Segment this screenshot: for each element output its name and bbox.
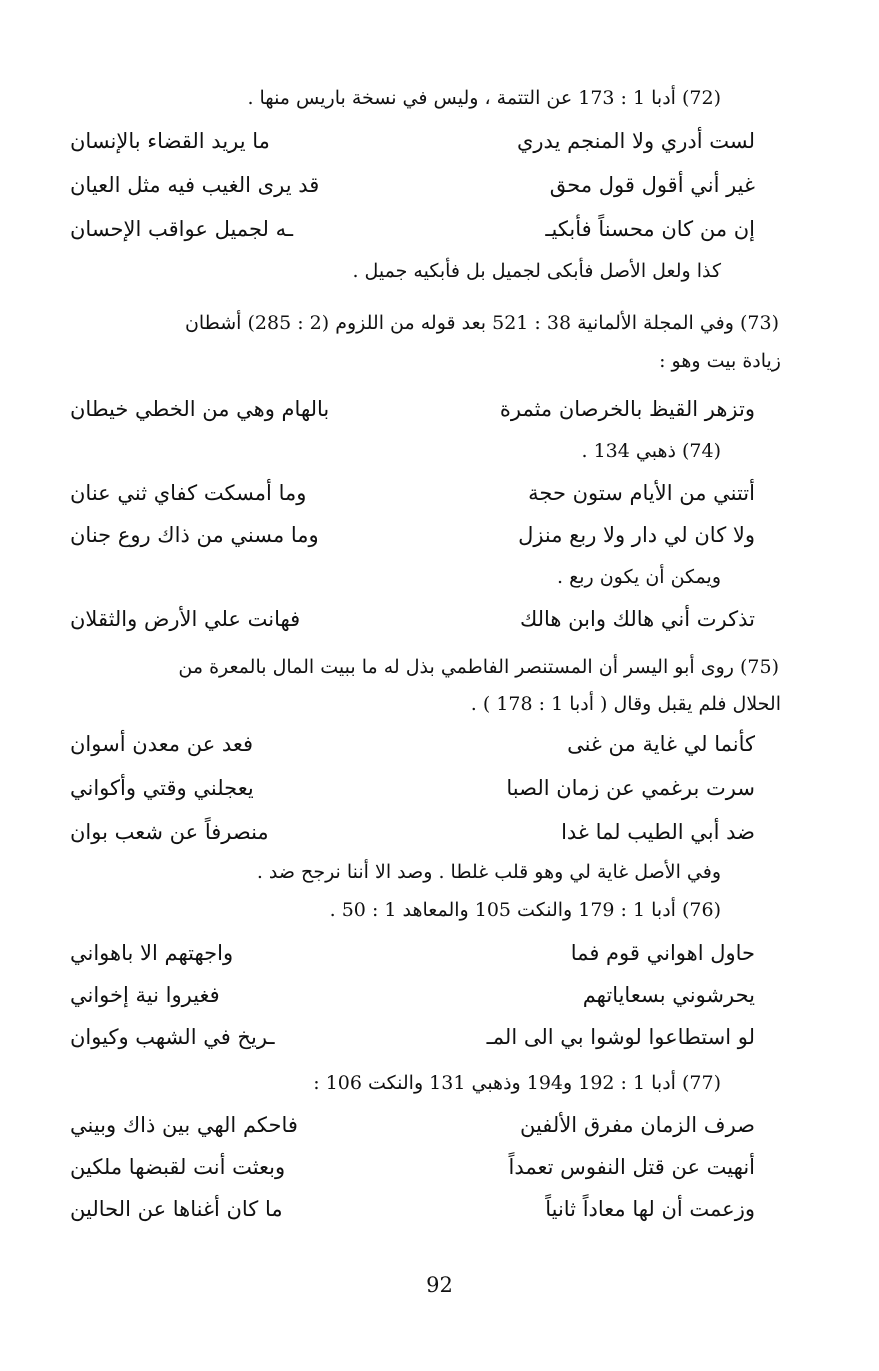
verse-hemistich-first: صرف الزمان مفرق الألفين: [519, 1113, 755, 1137]
prose-line: زيادة بيت وهو :: [659, 350, 781, 372]
verse-hemistich-first: يحرشوني بسعاياتهم: [582, 983, 755, 1007]
verse-hemistich-second: منصرفاً عن شعب بوان: [70, 820, 269, 844]
prose-line: (77) أدبا 1 : 192 و194 وذهبي 131 والنكت 106 :: [313, 1072, 721, 1094]
verse-hemistich-second: فاحكم الهي بين ذاك وبيني: [70, 1113, 298, 1137]
verse-hemistich-first: أنهيت عن قتل النفوس تعمداً: [508, 1155, 755, 1179]
verse-hemistich-second: ـه لجميل عواقب الإحسان: [70, 217, 293, 241]
verse-hemistich-second: يعجلني وقتي وأكواني: [70, 776, 254, 800]
verse-hemistich-second: ما كان أغناها عن الحالين: [70, 1197, 283, 1221]
prose-line: (76) أدبا 1 : 179 والنكت 105 والمعاهد 1 : 50 .: [329, 899, 721, 921]
verse-hemistich-second: وبعثت أنت لقبضها ملكين: [70, 1155, 286, 1179]
verse-hemistich-first: أتتني من الأيام ستون حجة: [528, 481, 755, 505]
verse-hemistich-first: وزعمت أن لها معاداً ثانياً: [545, 1197, 755, 1221]
prose-line: (74) ذهبي 134 .: [581, 440, 721, 462]
prose-line: وفي الأصل غاية لي وهو قلب غلطا . وصد الا أننا نرجح ضد .: [256, 861, 721, 883]
verse-hemistich-first: سرت برغمي عن زمان الصبا: [506, 776, 755, 800]
prose-line: كذا ولعل الأصل فأبكى لجميل بل فأبكيه جميل .: [352, 260, 721, 282]
verse-hemistich-second: وما أمسكت كفاي ثني عنان: [70, 481, 307, 505]
verse-hemistich-second: فعد عن معدن أسوان: [70, 732, 254, 756]
verse-hemistich-first: لست أدري ولا المنجم يدري: [516, 129, 755, 153]
prose-line: (75) روى أبو اليسر أن المستنصر الفاطمي بذل له ما ببيت المال بالمعرة من: [178, 656, 779, 678]
verse-hemistich-first: لو استطاعوا لوشوا بي الى المـ: [486, 1025, 755, 1049]
verse-hemistich-first: غير أني أقول قول محق: [549, 173, 755, 197]
prose-line: (73) وفي المجلة الألمانية 38 : 521 بعد قوله من اللزوم (2 : 285) أشطان: [184, 312, 779, 334]
verse-hemistich-second: وما مسني من ذاك روع جنان: [70, 523, 319, 547]
verse-hemistich-second: ـريخ في الشهب وكيوان: [70, 1025, 275, 1049]
verse-hemistich-second: قد يرى الغيب فيه مثل العيان: [70, 173, 320, 197]
prose-line: (72) أدبا 1 : 173 عن التتمة ، وليس في نسخة باريس منها .: [247, 87, 721, 109]
verse-hemistich-second: فهانت علي الأرض والثقلان: [70, 607, 301, 631]
prose-line: ويمكن أن يكون ربع .: [557, 566, 721, 588]
verse-hemistich-second: ما يريد القضاء بالإنسان: [70, 129, 270, 153]
verse-hemistich-first: كأنما لي غاية من غنى: [567, 732, 755, 756]
verse-hemistich-first: وتزهر القيظ بالخرصان مثمرة: [499, 397, 755, 421]
verse-hemistich-second: فغيروا نية إخواني: [70, 983, 220, 1007]
page-number: 92: [426, 1273, 453, 1297]
verse-hemistich-first: حاول اهواني قوم فما: [570, 941, 755, 965]
verse-hemistich-first: ولا كان لي دار ولا ربع منزل: [518, 523, 755, 547]
prose-line: الحلال فلم يقبل وقال ( أدبا 1 : 178 ) .: [470, 693, 781, 715]
verse-hemistich-first: تذكرت أني هالك وابن هالك: [519, 607, 755, 631]
verse-hemistich-second: بالهام وهي من الخطي خيطان: [70, 397, 330, 421]
verse-hemistich-second: واجهتهم الا باهواني: [70, 941, 234, 965]
verse-hemistich-first: إن من كان محسناً فأبكيـ: [545, 217, 755, 241]
verse-hemistich-first: ضد أبي الطيب لما غدا: [561, 820, 755, 844]
